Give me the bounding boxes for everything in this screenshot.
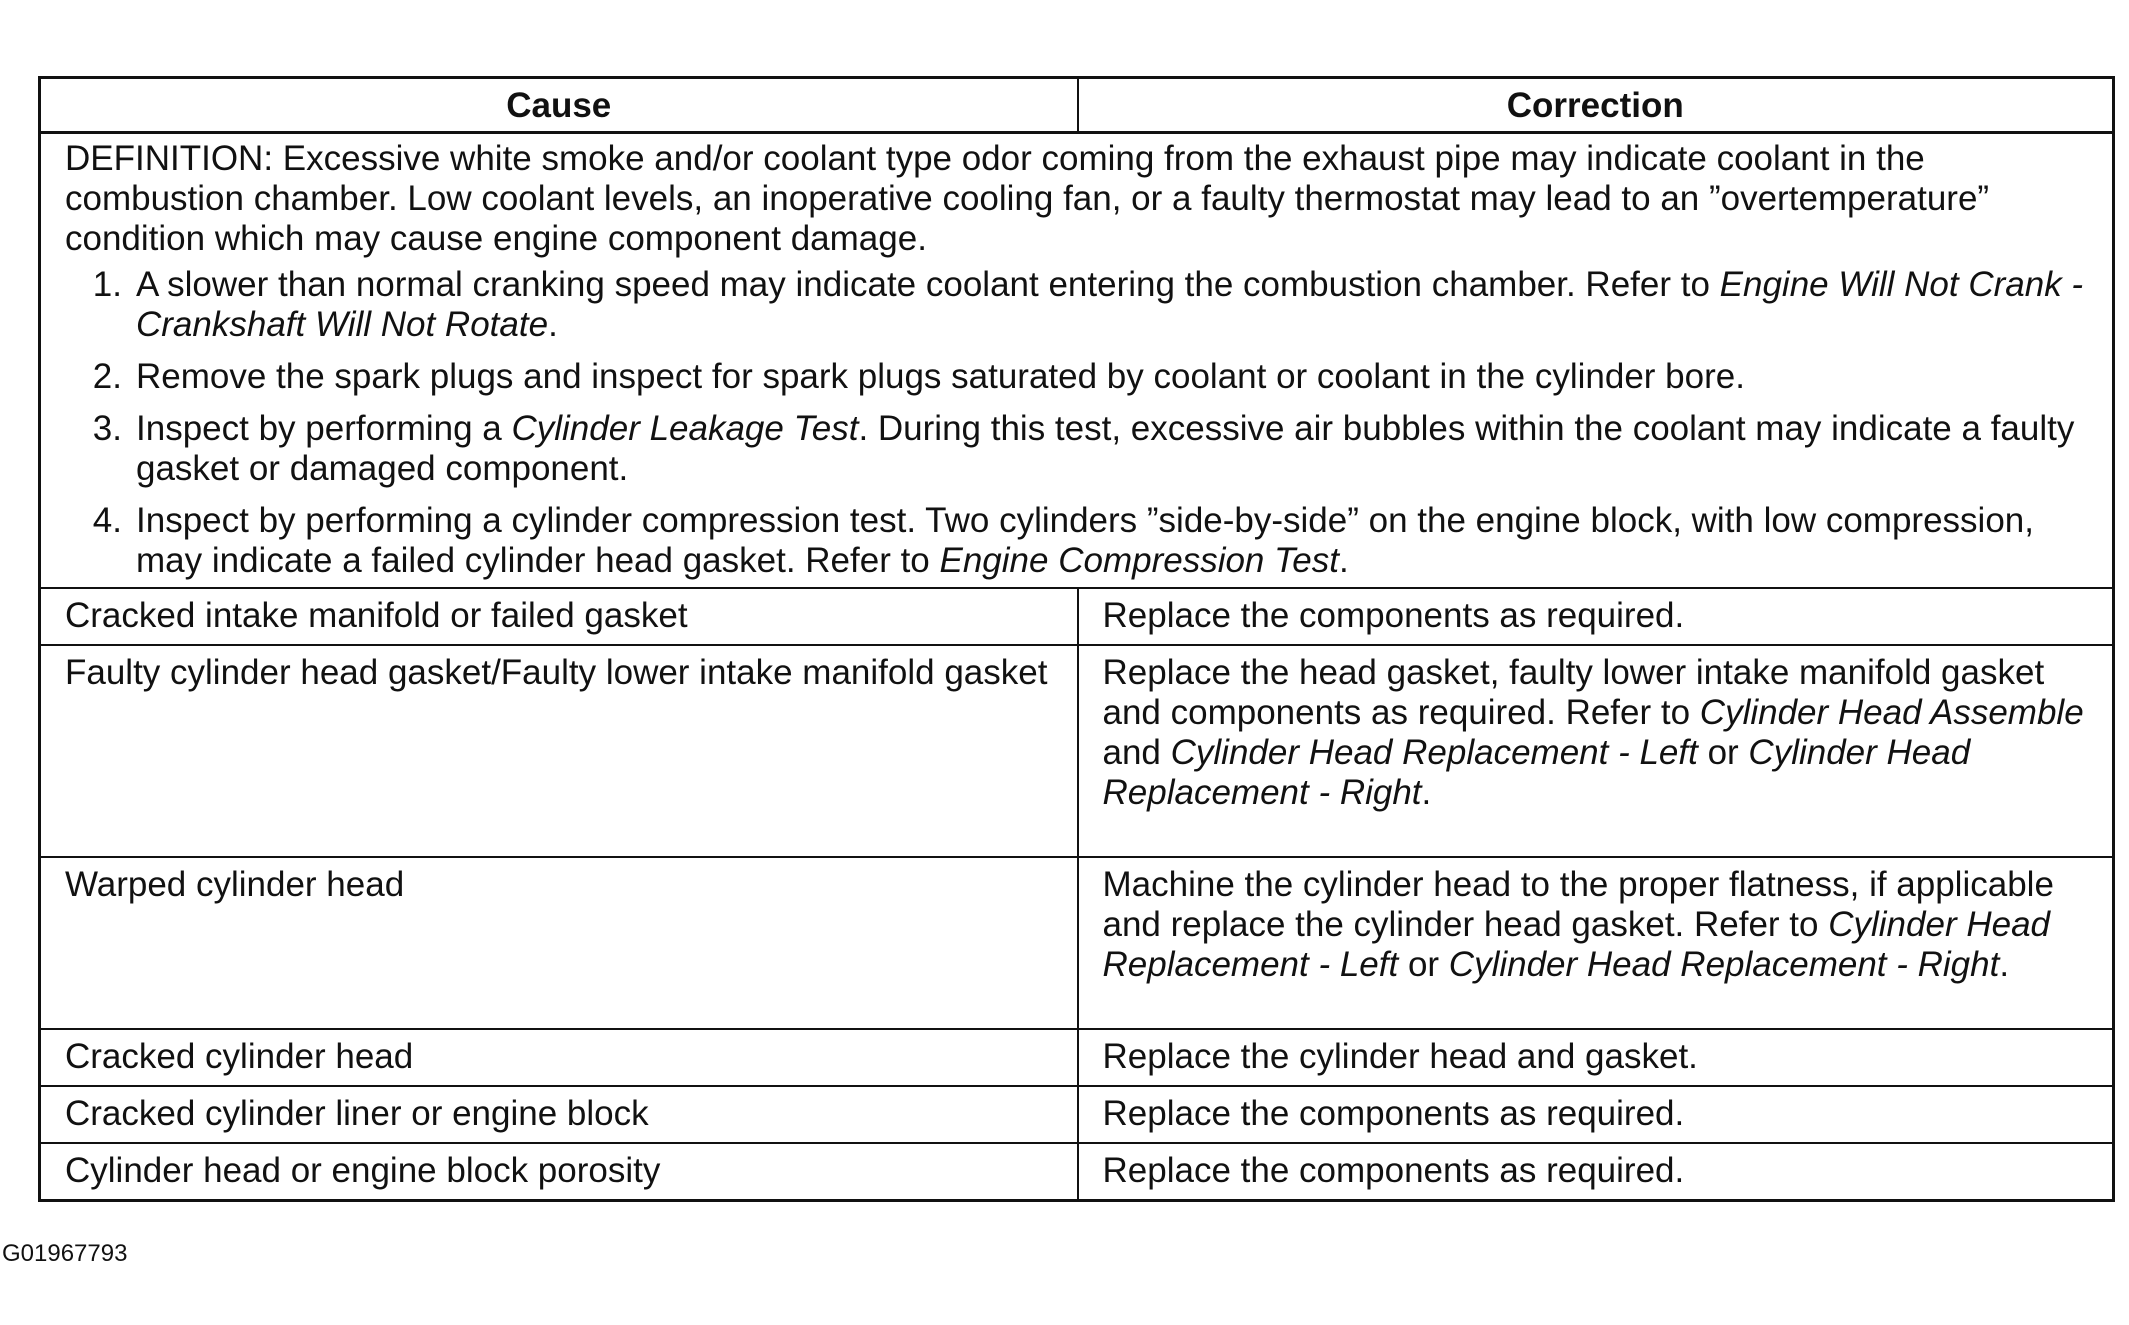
definition-cell (40, 133, 2114, 589)
step-item (65, 409, 2092, 489)
correction-tail: . (1421, 773, 1432, 812)
cause-cell: Warped cylinder head (40, 857, 1078, 1029)
step-body: Inspect by performing a cylinder compression test. Two cylinders ”side-by-side” on the engine block, with low compression, may indicate a failed cylinder head gasket. Refer to (136, 501, 2034, 580)
correction-cell: Replace the components as required. (1078, 588, 2114, 645)
table-row (40, 1029, 2114, 1086)
diagnostic-table (38, 76, 2115, 1202)
step-text (136, 409, 2092, 489)
cause-cell: Cracked cylinder head (40, 1029, 1078, 1086)
correction-reference: Cylinder Head Replacement - Left (1170, 733, 1698, 772)
table-row (40, 1086, 2114, 1143)
cause-header: Cause (40, 78, 1078, 133)
step-text (136, 265, 2092, 345)
step-number: 2. (92, 357, 122, 396)
correction-reference: Cylinder Head Replacement - Left (1102, 905, 2051, 984)
step-item (65, 265, 2092, 345)
step-body: Remove the spark plugs and inspect for spark plugs saturated by coolant or coolant in the cylinder bore. (136, 357, 1745, 396)
correction-cell: Replace the cylinder head and gasket. (1078, 1029, 2114, 1086)
correction-reference: Cylinder Head Replacement - Right (1102, 733, 1971, 812)
step-number: 4. (92, 501, 122, 540)
table-row (40, 1143, 2114, 1201)
correction-cell: Replace the components as required. (1078, 1143, 2114, 1201)
cause-cell: Cracked cylinder liner or engine block (40, 1086, 1078, 1143)
step-number: 1. (92, 265, 122, 304)
table-row (40, 857, 2114, 1029)
correction-connector: or (1398, 945, 1449, 984)
step-reference: Engine Will Not Crank - Crankshaft Will Not Rotate (136, 265, 2084, 344)
step-tail: . During this test, excessive air bubbles within the coolant may indicate a faulty gasket or damaged component. (136, 409, 2075, 488)
step-body: Inspect by performing a (136, 409, 512, 448)
correction-body: Replace the head gasket, faulty lower intake manifold gasket and components as required. Refer to (1102, 653, 2045, 732)
step-item (65, 357, 2092, 397)
step-body: A slower than normal cranking speed may indicate coolant entering the combustion chamber. Refer to (136, 265, 1720, 304)
correction-connector: or (1697, 733, 1749, 772)
cause-cell: Cracked intake manifold or failed gasket (40, 588, 1078, 645)
figure-id: G01967793 (2, 1240, 128, 1267)
definition-steps (65, 265, 2092, 581)
table-row (40, 645, 2114, 857)
correction-reference: Cylinder Head Assemble (1699, 693, 2084, 732)
correction-connector: and (1102, 733, 1171, 772)
correction-reference: Cylinder Head Replacement - Right (1448, 945, 2000, 984)
correction-tail: . (1999, 945, 2010, 984)
correction-header: Correction (1078, 78, 2114, 133)
correction-cell (1078, 645, 2114, 857)
correction-body: Machine the cylinder head to the proper flatness, if applicable and replace the cylinder head gasket. Refer to (1102, 865, 2054, 944)
cause-cell: Faulty cylinder head gasket/Faulty lower intake manifold gasket (40, 645, 1078, 857)
cause-cell: Cylinder head or engine block porosity (40, 1143, 1078, 1201)
step-tail: . (1338, 541, 1349, 580)
step-reference: Cylinder Leakage Test (511, 409, 859, 448)
step-number: 3. (92, 409, 122, 448)
step-tail: . (548, 305, 558, 344)
step-item (65, 501, 2092, 581)
step-reference: Engine Compression Test (939, 541, 1339, 580)
header-row (40, 78, 2114, 133)
definition-text: DEFINITION: Excessive white smoke and/or coolant type odor coming from the exhaust pipe may indicate coolant in the combustion chamber. Low coolant levels, an inoperative cooling fan, or a faulty thermostat may lead to an ”overtemperature” condition which may cause engine component damage. (65, 139, 1990, 258)
correction-cell (1078, 857, 2114, 1029)
step-text (136, 501, 2092, 581)
table-row (40, 588, 2114, 645)
correction-cell: Replace the components as required. (1078, 1086, 2114, 1143)
definition-row (40, 133, 2114, 589)
step-text (136, 357, 2092, 397)
